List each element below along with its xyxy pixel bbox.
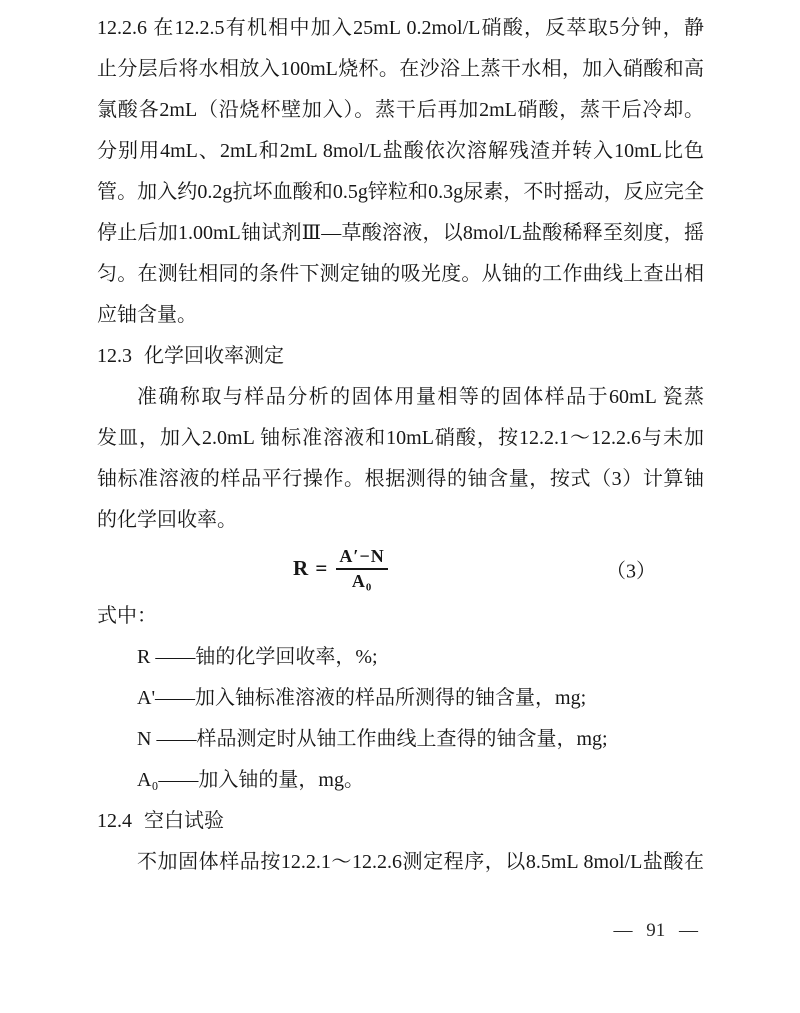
symbol-definitions	[97, 637, 704, 801]
paragraph-12-2-6	[97, 8, 704, 336]
section-number: 12.4	[97, 810, 132, 832]
where-clause-label: 式中：	[97, 605, 157, 627]
section-number: 12.3	[97, 345, 132, 367]
page-number: — 91 —	[613, 920, 698, 941]
text-line: 不加固体样品按12.2.1～12.2.6测定程序，以8.5mL 8mol/L盐酸在	[137, 851, 704, 873]
page-content	[97, 8, 704, 883]
text-line: 止分层后将水相放入100mL烧杯。在沙浴上蒸干水相，加入硝酸和高	[97, 58, 704, 80]
text-line: 停止后加1.00mL铀试剂Ⅲ—草酸溶液，以8mol/L盐酸稀释至刻度，摇	[97, 222, 704, 244]
equation-3	[97, 541, 704, 596]
paragraph-12-4	[97, 842, 704, 883]
section-heading-12-3	[97, 336, 704, 377]
text-line: 应铀含量。	[97, 304, 197, 326]
text-line: 管。加入约0.2g抗坏血酸和0.5g锌粒和0.3g尿素，不时摇动，反应完全	[97, 181, 704, 203]
text-line: 的化学回收率。	[97, 509, 237, 531]
text-line: 匀。在测钍相同的条件下测定铀的吸光度。从铀的工作曲线上查出相	[97, 263, 704, 285]
equation-number: （3）	[606, 560, 656, 582]
formula	[293, 546, 388, 591]
text-line: 12.2.6 在12.2.5有机相中加入25mL 0.2mol/L硝酸，反萃取5分钟，静	[97, 17, 704, 39]
definition-line: A'——加入铀标准溶液的样品所测得的铀含量，mg;	[137, 687, 587, 709]
definition-line: N ——样品测定时从铀工作曲线上查得的铀含量，mg;	[137, 728, 608, 750]
fraction-denominator: A₀	[351, 570, 373, 591]
section-title: 空白试验	[144, 810, 224, 832]
formula-lhs: R =	[293, 556, 329, 580]
section-heading-12-4	[97, 801, 704, 842]
paragraph-12-3	[97, 377, 704, 541]
section-title: 化学回收率测定	[144, 345, 284, 367]
page-footer	[614, 920, 699, 942]
text-line: 铀标准溶液的样品平行操作。根据测得的铀含量，按式（3）计算铀	[97, 468, 704, 490]
definition-line: R ——铀的化学回收率，%;	[137, 646, 378, 668]
fraction	[336, 546, 387, 591]
text-line: 发皿，加入2.0mL 铀标准溶液和10mL硝酸，按12.2.1～12.2.6与未加	[97, 427, 704, 449]
definition-line: A₀——加入铀的量，mg。	[137, 769, 364, 791]
fraction-numerator: A′−N	[336, 546, 387, 570]
text-line: 准确称取与样品分析的固体用量相等的固体样品于60mL 瓷蒸	[137, 386, 704, 408]
text-line: 分别用4mL、2mL和2mL 8mol/L盐酸依次溶解残渣并转入10mL比色	[97, 140, 704, 162]
text-line: 氯酸各2mL（沿烧杯壁加入）。蒸干后再加2mL硝酸，蒸干后冷却。	[97, 99, 704, 121]
